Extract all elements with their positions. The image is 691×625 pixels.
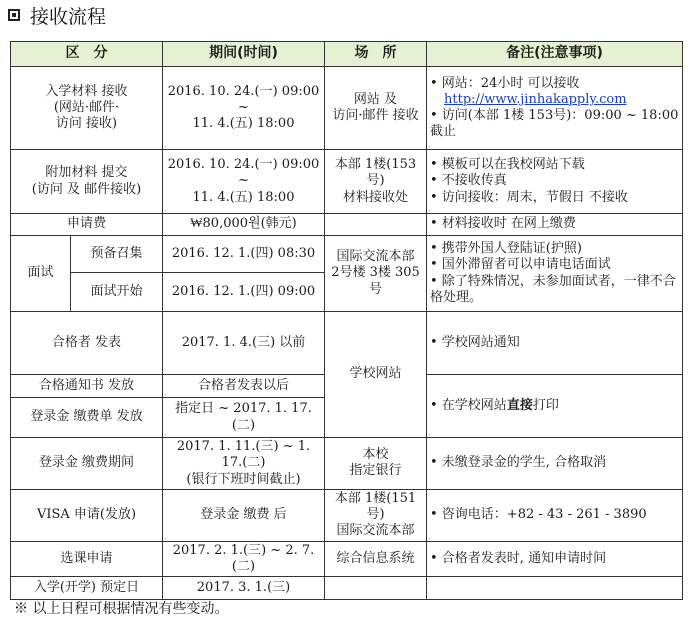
header-category: 区 分 xyxy=(11,42,163,67)
category-line: (网站·邮件· xyxy=(53,99,120,115)
period-line: 2016. 10. 24.(一) 09:00 ~ xyxy=(167,83,333,115)
category-cell: 合格者 发表 xyxy=(11,312,163,375)
period-cell xyxy=(163,150,333,214)
category-line: 附加材料 提交 xyxy=(45,165,128,181)
note-line: • 网站：24小时 可以接收 xyxy=(430,75,580,91)
period-line: 2016. 10. 24.(一) 09:00 ~ xyxy=(167,157,333,189)
table-row xyxy=(11,214,683,236)
note-line: • 模板可以在我校网站下载 xyxy=(430,157,585,173)
period-cell: 2016. 12. 1.(四) 09:00 xyxy=(163,273,325,312)
subcategory-cell: 面试开始 xyxy=(71,273,163,312)
notes-cell: • 材料接收时 在网上缴费 xyxy=(427,214,683,236)
section-title xyxy=(8,2,106,28)
place-line: 国际交流本部 xyxy=(336,523,415,539)
notes-cell: • 合格者发表时, 通知申请时间 xyxy=(427,541,683,577)
period-cell: 合格者发表以后 xyxy=(163,375,325,398)
table-row xyxy=(11,541,683,577)
period-cell: 2017. 2. 1.(三) ~ 2. 7.(二) xyxy=(163,541,325,577)
category-line: 入学材料 接收 xyxy=(45,83,128,99)
period-cell: 2017. 3. 1.(三) xyxy=(163,577,325,600)
table-row xyxy=(11,489,683,541)
period-cell xyxy=(163,67,333,150)
place-line: 本校 xyxy=(362,447,389,463)
place-cell xyxy=(325,236,427,312)
interview-group-cell: 面试 xyxy=(11,236,71,312)
note-text: 打印 xyxy=(532,397,559,413)
category-cell: 登录金 缴费单 发放 xyxy=(11,398,163,438)
notes-cell xyxy=(427,236,683,312)
table-row xyxy=(11,150,683,214)
category-cell: 合格通知书 发放 xyxy=(11,375,163,398)
note-line: • 访问接收：周末，节假日 不接收 xyxy=(430,189,628,205)
note-line: • 携带外国人登陆证(护照) xyxy=(430,241,582,256)
category-cell: 申请费 xyxy=(11,214,163,236)
place-line: 2号楼 3楼 305号 xyxy=(331,265,420,297)
period-line: (银行下班时间截止) xyxy=(186,471,301,487)
table-row xyxy=(11,236,683,273)
table-row xyxy=(11,577,683,600)
period-line: 11. 4.(五) 18:00 xyxy=(192,116,295,132)
note-text: • 在学校网站 xyxy=(430,397,507,413)
notes-cell: • 学校网站通知 xyxy=(427,312,683,375)
place-line: 访问·邮件 接收 xyxy=(332,108,419,123)
table-row xyxy=(11,312,683,375)
category-cell: 入学(开学) 预定日 xyxy=(11,577,163,600)
note-line: • 访问(本部 1楼 153号)：09:00 ~ 18:00截止 xyxy=(430,108,679,140)
note-line: • 国外滞留者可以申请电话面试 xyxy=(430,257,611,273)
place-line: 指定银行 xyxy=(349,463,402,479)
header-place: 场 所 xyxy=(325,42,427,67)
notes-cell xyxy=(427,150,683,214)
place-line: 网站 及 xyxy=(353,91,398,107)
table-row xyxy=(11,67,683,150)
category-line: (访问 及 邮件接收) xyxy=(31,181,142,197)
category-cell xyxy=(11,150,163,214)
category-cell: 选课申请 xyxy=(11,541,163,577)
category-cell xyxy=(11,67,163,150)
place-cell xyxy=(325,438,427,490)
place-cell xyxy=(325,489,427,541)
period-cell: 2016. 12. 1.(四) 08:30 xyxy=(163,236,325,273)
period-cell: 2017. 1. 4.(三) 以前 xyxy=(163,312,325,375)
footnote: ※ 以上日程可根据情况有些变动。 xyxy=(14,601,229,617)
header-period: 期间(时间) xyxy=(163,42,325,67)
period-cell: 指定日 ~ 2017. 1. 17.(二) xyxy=(163,398,325,438)
apply-website-link[interactable]: http://www.jinhakapply.com xyxy=(444,91,627,107)
place-line: 本部 1楼(153号) xyxy=(334,157,417,189)
notes-cell xyxy=(427,67,683,150)
place-cell xyxy=(325,67,427,150)
period-line: 2017. 1. 11.(三) ~ 1. 17.(二) xyxy=(176,439,311,471)
note-line: • 不接收传真 xyxy=(430,173,507,189)
notes-cell: • 咨询电话：+82 - 43 - 261 - 3890 xyxy=(427,489,683,541)
category-cell: 登录金 缴费期间 xyxy=(11,438,163,490)
period-cell: 登录金 缴费 后 xyxy=(163,489,325,541)
period-cell xyxy=(163,438,325,490)
note-line: • 除了特殊情况，未参加面试者，一律不合格处理。 xyxy=(430,273,676,305)
square-bullet-icon xyxy=(8,9,20,21)
period-line: 11. 4.(五) 18:00 xyxy=(192,189,295,205)
notes-cell xyxy=(427,375,683,438)
note-text-bold: 直接 xyxy=(506,397,533,413)
place-cell xyxy=(325,150,427,214)
period-cell: ₩80,000원(韩元) xyxy=(163,214,325,236)
notes-cell: • 未缴登录金的学生, 合格取消 xyxy=(427,438,683,490)
category-line: 访问 接收) xyxy=(55,116,118,132)
place-line: 本部 1楼(151号) xyxy=(334,490,417,522)
place-line: 国际交流本部 xyxy=(336,249,415,265)
schedule-table xyxy=(10,41,683,600)
place-cell: 学校网站 xyxy=(325,312,427,438)
table-header-row xyxy=(11,42,683,67)
subcategory-cell: 预备召集 xyxy=(71,236,163,273)
notes-cell xyxy=(427,577,683,600)
category-cell: VISA 申请(发放) xyxy=(11,489,163,541)
table-row xyxy=(11,438,683,490)
place-cell xyxy=(325,577,427,600)
place-cell xyxy=(325,214,427,236)
place-line: 材料接收处 xyxy=(342,189,408,205)
header-notes: 备注(注意事项) xyxy=(427,42,683,67)
place-cell: 综合信息系统 xyxy=(325,541,427,577)
section-title-text: 接收流程 xyxy=(30,5,107,28)
